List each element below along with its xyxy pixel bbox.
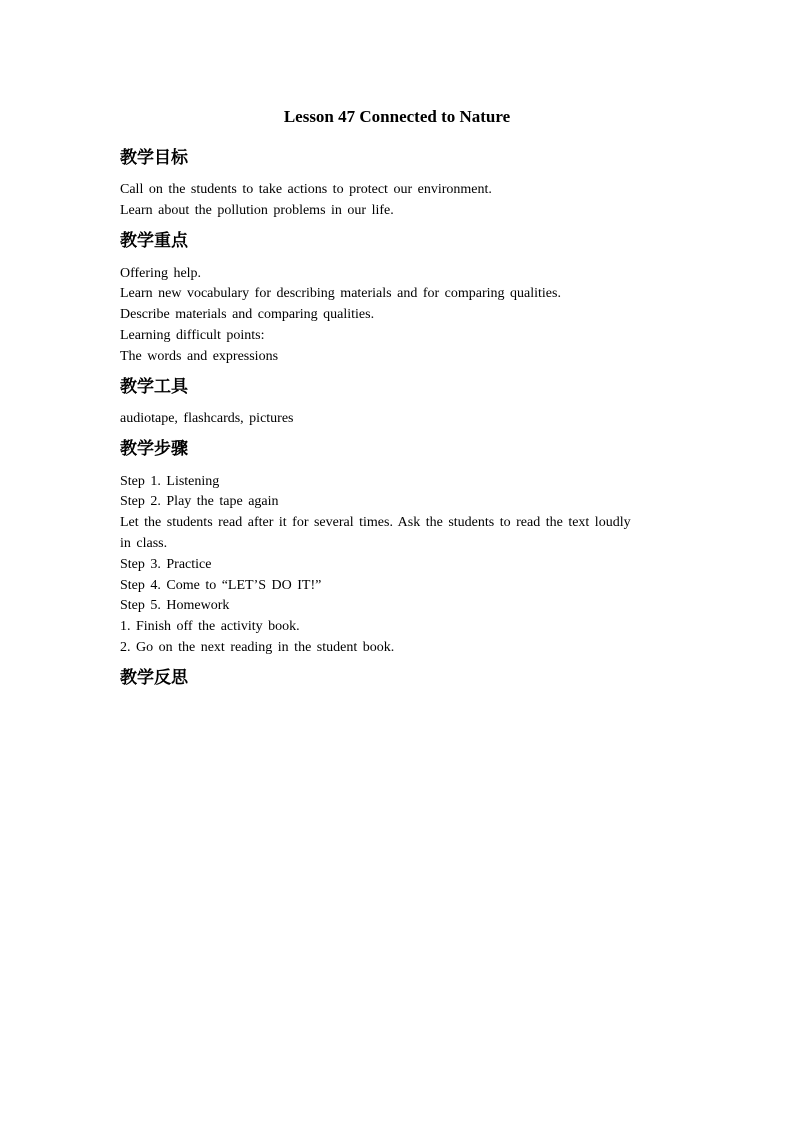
step-line-9: 2. Go on the next reading in the student book.	[120, 640, 395, 655]
step-line-1: Step 1. Listening	[120, 474, 220, 489]
step-line-6: Step 4. Come to “LET’S DO IT!”	[120, 578, 322, 593]
key-point-line-1: Offering help.	[120, 266, 202, 281]
tools-line-1: audiotape, flashcards, pictures	[120, 411, 294, 426]
objective-line-2: Learn about the pollution problems in our life.	[120, 203, 394, 218]
key-point-line-5: The words and expressions	[120, 349, 279, 364]
step-line-8: 1. Finish off the activity book.	[120, 619, 300, 634]
step-line-4: in class.	[120, 536, 168, 551]
section-heading-teaching-tools: 教学工具	[120, 377, 188, 397]
key-point-line-3: Describe materials and comparing qualities.	[120, 307, 375, 322]
section-heading-teaching-objectives: 教学目标	[120, 148, 188, 168]
step-line-3: Let the students read after it for several times. Ask the students to read the text loudly	[120, 515, 631, 530]
step-line-5: Step 3. Practice	[120, 557, 212, 572]
document-title: Lesson 47 Connected to Nature	[283, 107, 511, 126]
section-heading-key-points: 教学重点	[120, 231, 188, 251]
key-point-line-4: Learning difficult points:	[120, 328, 265, 343]
step-line-7: Step 5. Homework	[120, 598, 230, 613]
key-point-line-2: Learn new vocabulary for describing materials and for comparing qualities.	[120, 286, 561, 301]
section-heading-teaching-reflection: 教学反思	[120, 668, 188, 688]
step-line-2: Step 2. Play the tape again	[120, 494, 279, 509]
objective-line-1: Call on the students to take actions to protect our environment.	[120, 182, 492, 197]
section-heading-teaching-steps: 教学步骤	[120, 439, 188, 459]
